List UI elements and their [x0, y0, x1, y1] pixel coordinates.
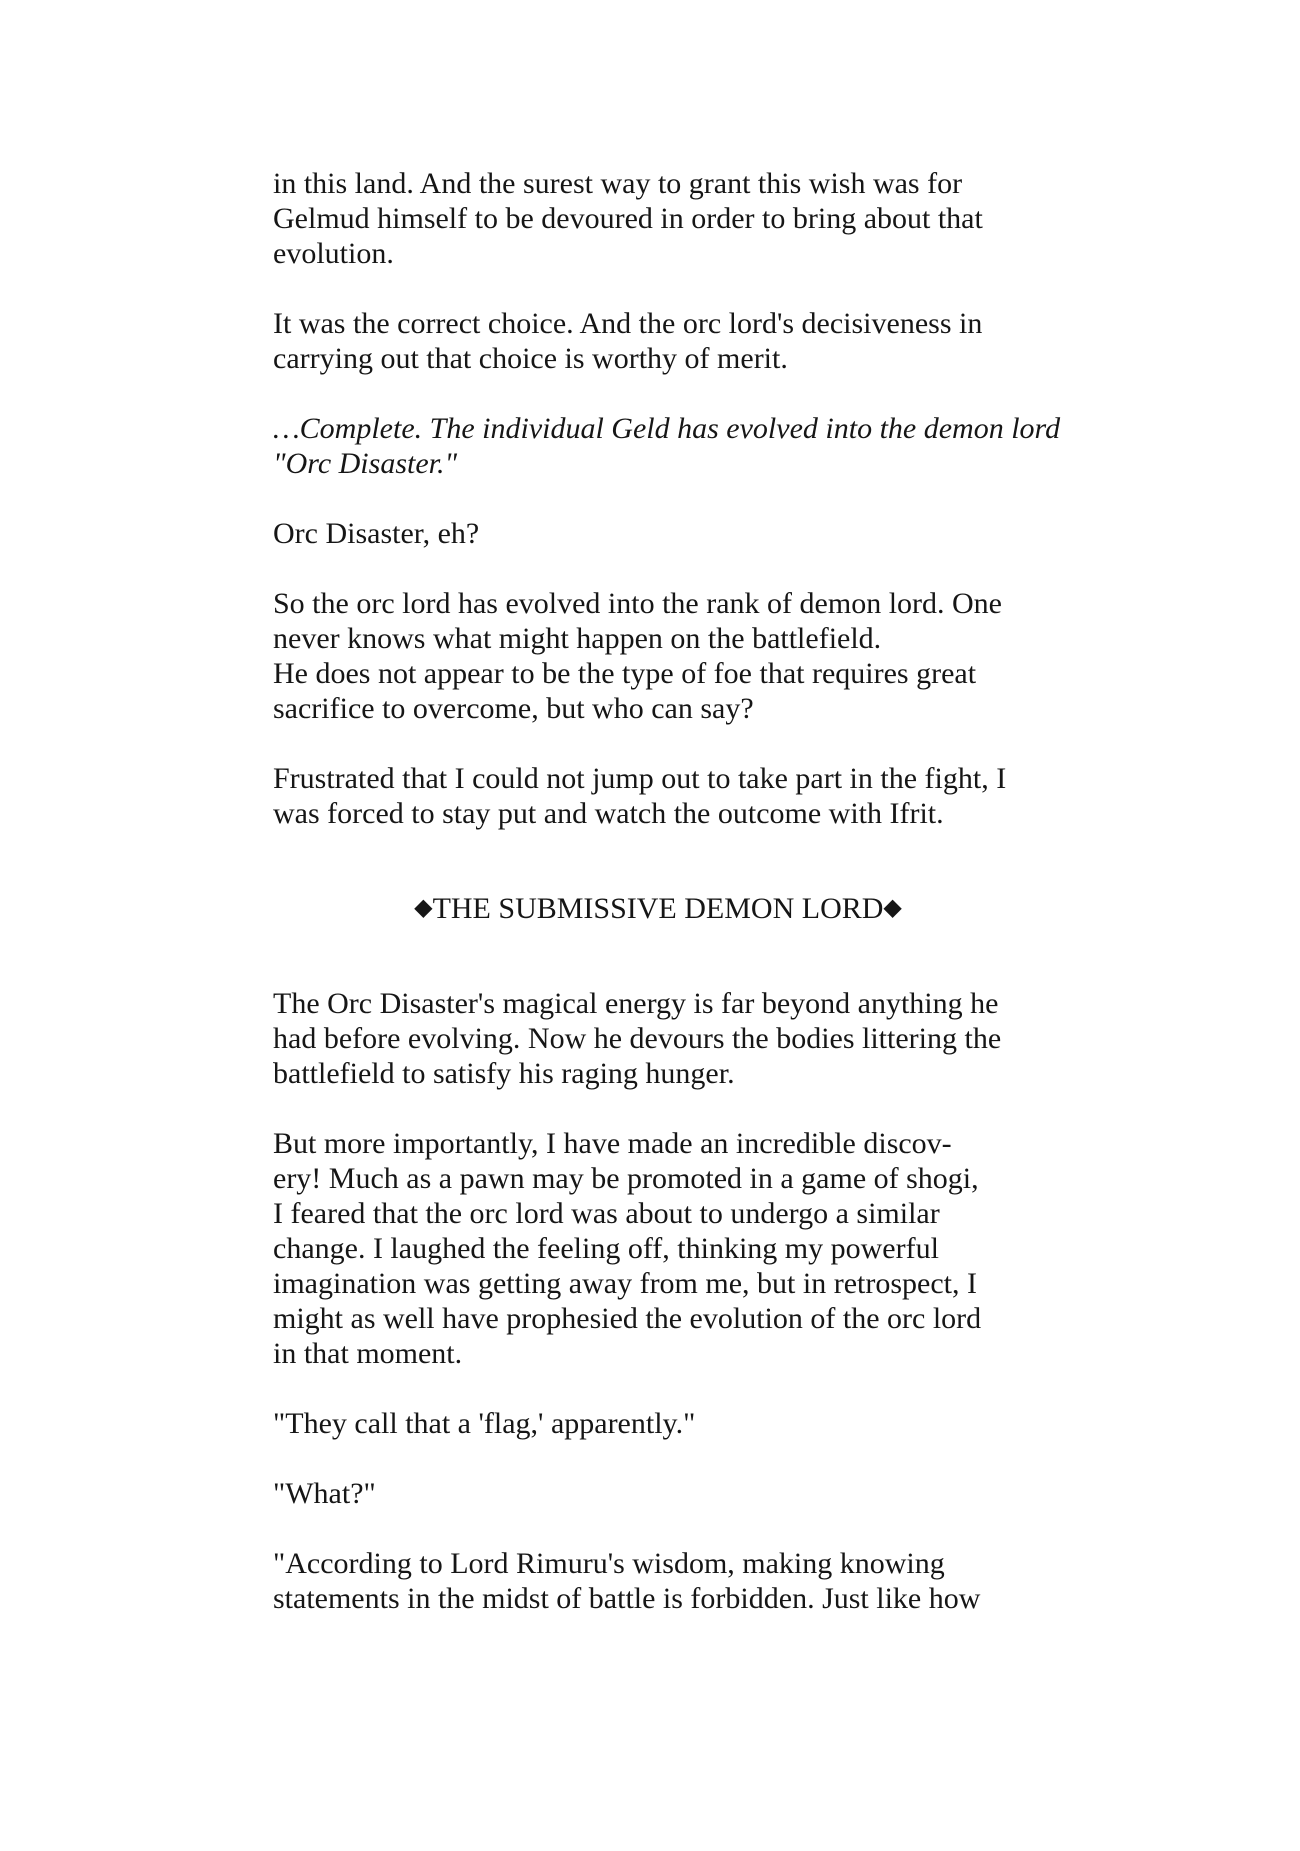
diamond-ornament-right: ◆ [883, 895, 902, 921]
section-title: THE SUBMISSIVE DEMON LORD [432, 892, 884, 925]
paragraph-flag-quote: "They call that a 'flag,' apparently." [273, 1407, 696, 1440]
paragraph-lord-rimuru-wisdom: "According to Lord Rimuru's wisdom, making knowing statements in the midst of battle is forbidden. Just like how [273, 1547, 981, 1615]
text-column [273, 166, 1073, 1616]
paragraph-magical-energy: The Orc Disaster's magical energy is far beyond anything he had before evolving. Now he devours the bodies littering the battlefield to satisfy his raging hunger. [273, 987, 1002, 1090]
paragraph-correct-choice: It was the correct choice. And the orc lord's decisiveness in carrying out that choice is worthy of merit. [273, 307, 983, 375]
paragraph-evolution-announcement: …Complete. The individual Geld has evolved into the demon lord "Orc Disaster." [273, 412, 1061, 480]
paragraph-rank-of-demon-lord: So the orc lord has evolved into the rank of demon lord. One never knows what might happen on the battlefield. He does not appear to be the type of foe that requires great sacrifice to overcome, but who can say? [273, 587, 1002, 725]
paragraph-gelmud-wish: in this land. And the surest way to grant this wish was for Gelmud himself to be devoured in order to bring about that evolution. [273, 167, 983, 270]
section-heading [273, 831, 1043, 986]
paragraph-what-quote: "What?" [273, 1477, 376, 1510]
paragraph-orc-disaster-eh: Orc Disaster, eh? [273, 517, 480, 550]
paragraph-frustrated: Frustrated that I could not jump out to take part in the fight, I was forced to stay put and watch the outcome with Ifrit. [273, 762, 1007, 830]
diamond-ornament-left: ◆ [414, 895, 433, 921]
paragraph-incredible-discovery: But more importantly, I have made an incredible discov- ery! Much as a pawn may be promoted in a game of shogi, I feared that the orc lord was about to undergo a similar change. I laughed the feeling off, thinking my powerful imagination was getting away from me, but in retrospect, I might as well have prophesied the evolution of the orc lord in that moment. [273, 1127, 982, 1370]
